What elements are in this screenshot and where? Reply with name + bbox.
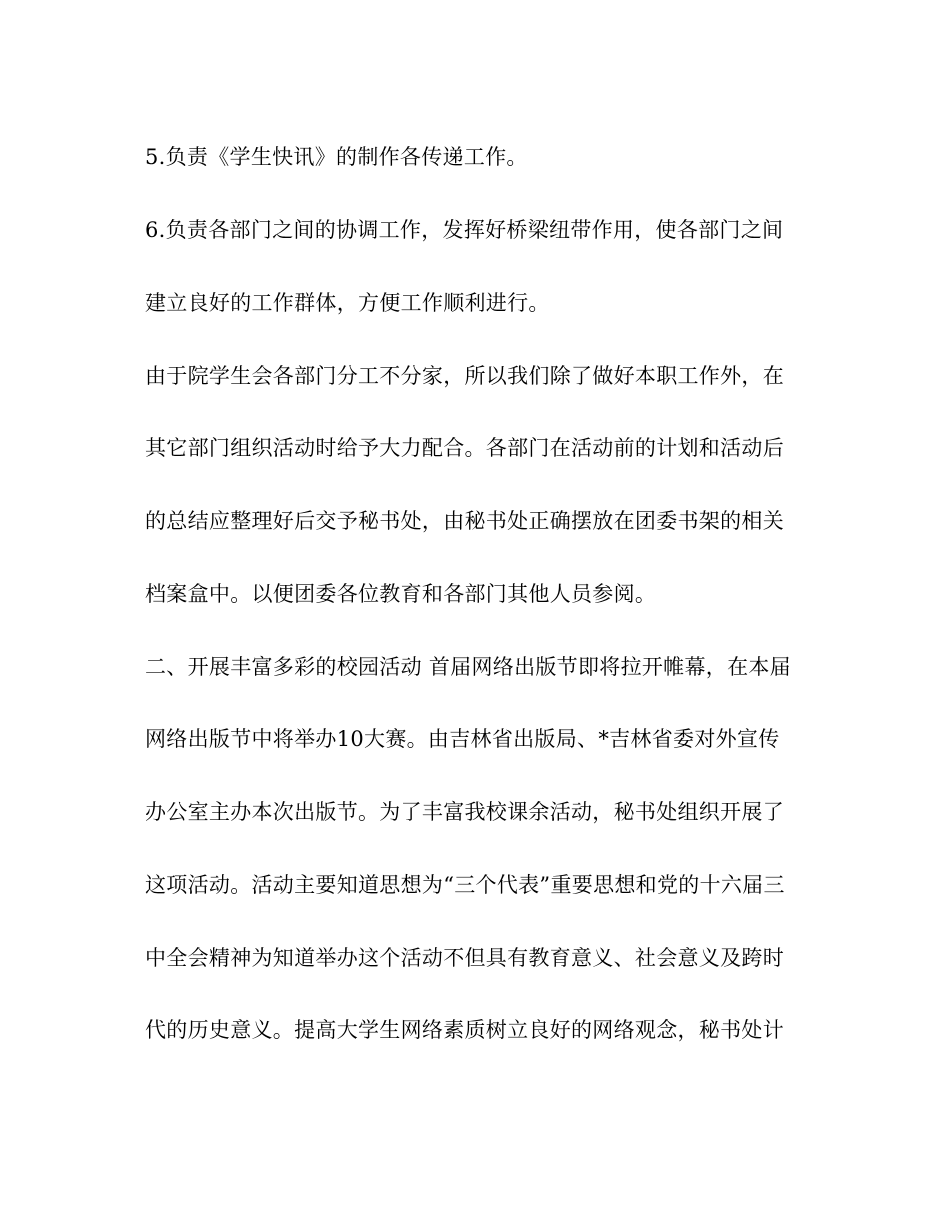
text-line: 这项活动。活动主要知道思想为“三个代表”重要思想和党的十六届三 [145,873,785,897]
text-line: 二、开展丰富多彩的校园活动 首届网络出版节即将拉开帷幕，在本届 [145,655,791,679]
text-line: 中全会精神为知道举办这个活动不但具有教育意义、社会意义及跨时 [145,946,784,970]
text-line: 5.负责《学生快讯》的制作各传递工作。 [145,145,528,169]
text-line: 6.负责各部门之间的协调工作，发挥好桥梁纽带作用，使各部门之间 [145,218,784,242]
text-line: 代的历史意义。提高大学生网络素质树立良好的网络观念，秘书处计 [145,1018,784,1042]
text-line: 网络出版节中将举办10大赛。由吉林省出版局、*吉林省委对外宣传 [145,727,780,751]
text-line: 的总结应整理好后交予秘书处，由秘书处正确摆放在团委书架的相关 [145,509,784,533]
text-line: 档案盒中。以便团委各位教育和各部门其他人员参阅。 [145,582,657,606]
text-line: 办公室主办本次出版节。为了丰富我校课余活动，秘书处组织开展了 [145,800,784,824]
text-line: 建立良好的工作群体，方便工作顺利进行。 [145,291,550,315]
text-line: 其它部门组织活动时给予大力配合。各部门在活动前的计划和活动后 [145,436,784,460]
text-line: 由于院学生会各部门分工不分家，所以我们除了做好本职工作外，在 [145,364,784,388]
